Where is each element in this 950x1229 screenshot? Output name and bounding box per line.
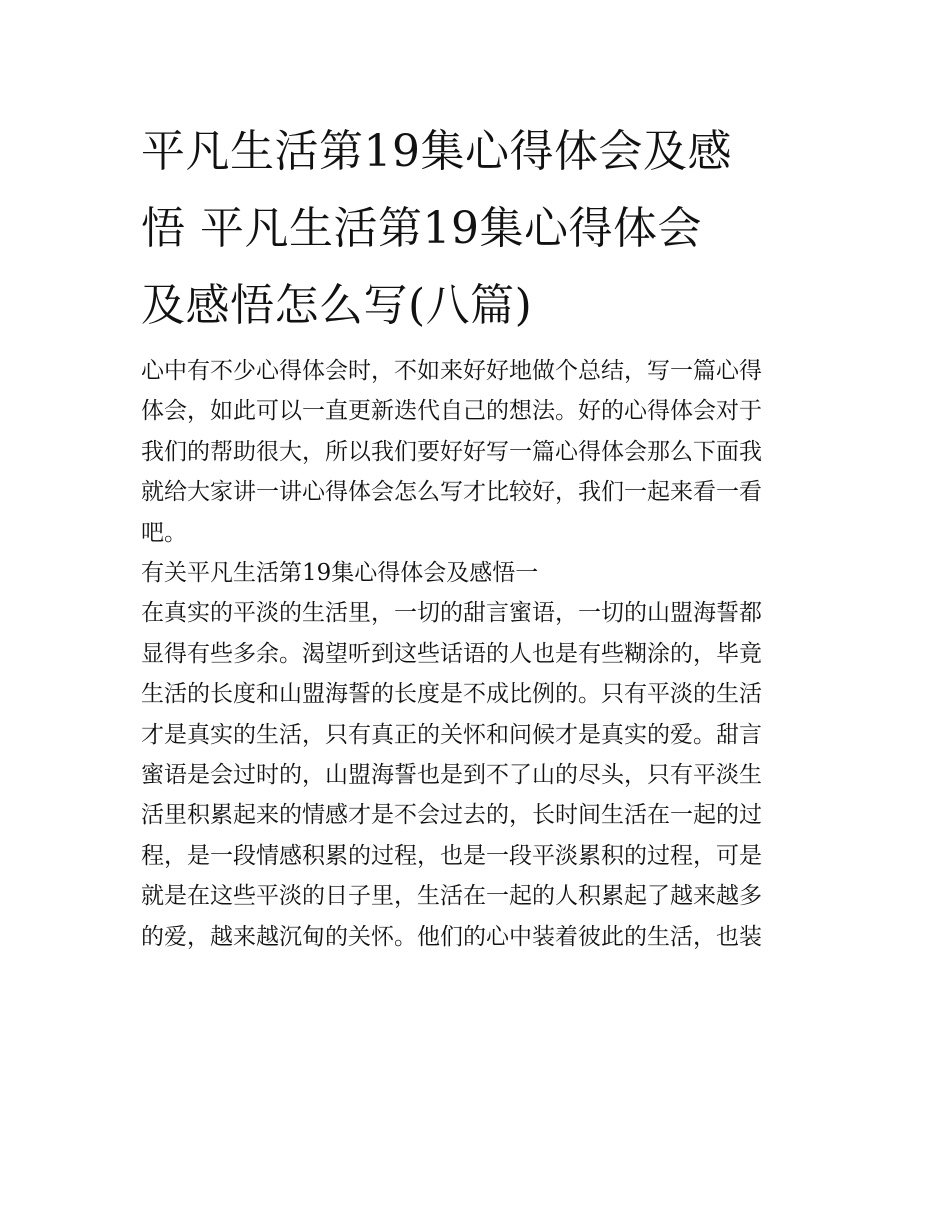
section-line-3: 生活的长度和山盟海誓的长度是不成比例的。只有平淡的生活 (141, 681, 762, 708)
intro-paragraph (141, 351, 811, 553)
section-line-8: 就是在这些平淡的日子里，生活在一起的人积累起了越来越多 (141, 883, 762, 910)
title-line-2: 悟 平凡生活第19集心得体会 (141, 203, 702, 254)
section-line-4: 才是真实的生活，只有真正的关怀和问候才是真实的爱。甜言 (141, 721, 762, 748)
title-line-3: 及感悟怎么写(八篇) (141, 280, 533, 331)
intro-line-2: 体会，如此可以一直更新迭代自己的想法。好的心得体会对于 (141, 398, 762, 425)
document-page (141, 113, 811, 957)
document-title (141, 113, 811, 344)
section-heading: 有关平凡生活第19集心得体会及感悟一 (141, 560, 539, 587)
section-line-5: 蜜语是会过时的，山盟海誓也是到不了山的尽头，只有平淡生 (141, 762, 762, 789)
title-line-1: 平凡生活第19集心得体会及感 (141, 126, 732, 177)
intro-line-1: 心中有不少心得体会时，不如来好好地做个总结，写一篇心得 (141, 358, 762, 384)
intro-line-4: 就给大家讲一讲心得体会怎么写才比较好，我们一起来看一看 (141, 479, 762, 506)
intro-line-5: 吧。 (141, 519, 187, 546)
section-line-1: 在真实的平淡的生活里，一切的甜言蜜语，一切的山盟海誓都 (141, 600, 762, 627)
intro-line-3: 我们的帮助很大，所以我们要好好写一篇心得体会那么下面我 (141, 438, 762, 465)
section-line-2: 显得有些多余。渴望听到这些话语的人也是有些糊涂的，毕竟 (141, 640, 762, 667)
section-line-6: 活里积累起来的情感才是不会过去的，长时间生活在一起的过 (141, 802, 762, 829)
section-line-9: 的爱，越来越沉甸的关怀。他们的心中装着彼此的生活，也装 (141, 923, 762, 950)
section-paragraph (141, 593, 811, 957)
section-line-7: 程，是一段情感积累的过程，也是一段平淡累积的过程，可是 (141, 842, 762, 869)
